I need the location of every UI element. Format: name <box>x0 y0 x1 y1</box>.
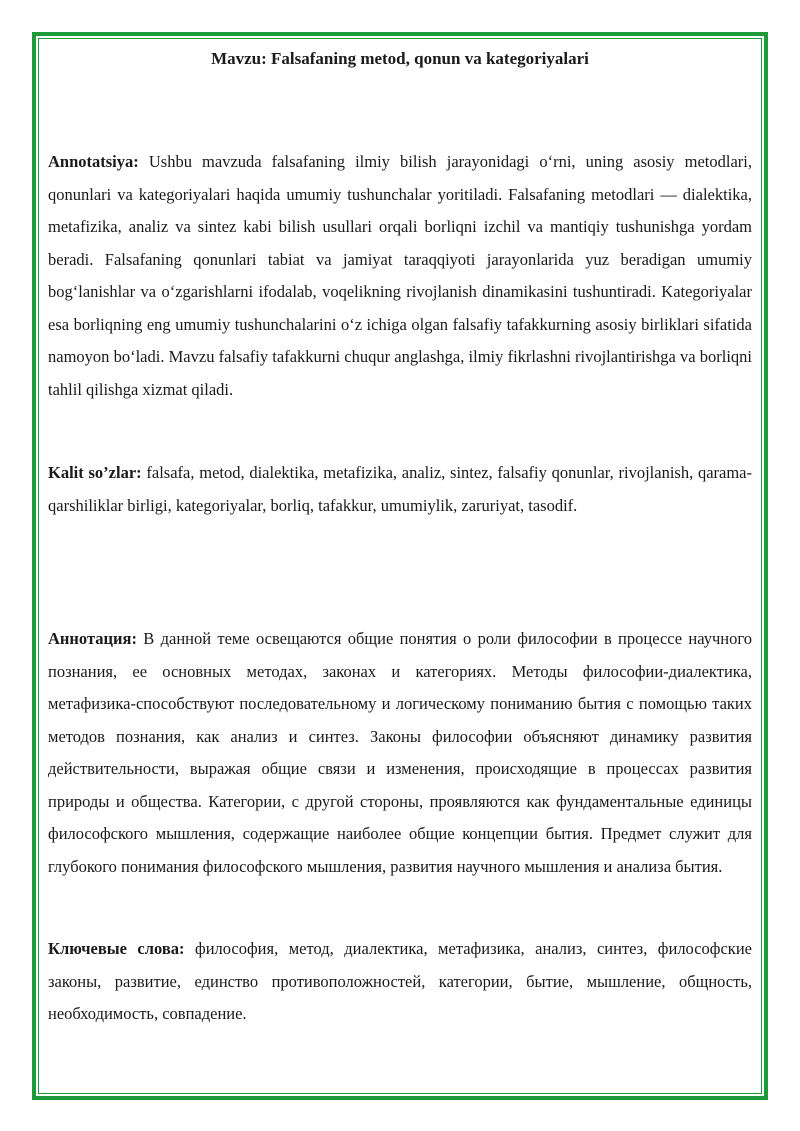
annotation-ru-text: В данной теме освещаются общие понятия о роли философии в процессе научного познания, ее основных методах, законах и категориях. Методы философии-диалектика, метафизика-способствуют последовательному и логическому пониманию бытия с помощью таких методов познания, как анализ и синтез. Законы философии объясняют динамику развития действительности, выражая общие связи и изменения, происходящие в процессах развития природы и общества. Категории, с другой стороны, проявляются как фундаментальные единицы философского мышления, содержащие наиболее общие концепции бытия. Предмет служит для глубокого понимания философского мышления, развития научного мышления и анализа бытия. <box>48 629 752 876</box>
document-title: Mavzu: Falsafaning metod, qonun va kategoriyalari <box>211 49 589 68</box>
annotation-uz-label: Annotatsiya: <box>48 152 139 171</box>
annotation-uz-text: Ushbu mavzuda falsafaning ilmiy bilish jarayonidagi o‘rni, uning asosiy metodlari, qonunlari va kategoriyalari haqida umumiy tushunchalar yoritiladi. Falsafaning metodlari — dialektika, metafizika, analiz va sintez kabi bilish usullari orqali borliqni izchil va mantiqiy tushunishga yordam beradi. Falsafaning qonunlari tabiat va jamiyat taraqqiyoti jarayonlarida yuz beradigan umumiy bog‘lanishlar va o‘zgarishlarni ifodalab, voqelikning rivojlanish dinamikasini tushuntiradi. Kategoriyalar esa borliqning eng umumiy tushunchalarini o‘z ichiga olgan falsafiy tafakkurning asosiy birliklari sifatida namoyon bo‘ladi. Mavzu falsafiy tafakkurni chuqur anglashga, ilmiy fikrlashni rivojlantirishga va borliqni tahlil qilishga xizmat qiladi. <box>48 152 752 399</box>
annotation-ru-paragraph <box>48 623 752 883</box>
annotation-ru-label: Аннотация: <box>48 629 137 648</box>
keywords-ru-paragraph <box>48 933 752 1031</box>
keywords-uz-label: Kalit so’zlar: <box>48 463 142 482</box>
keywords-uz-text: falsafa, metod, dialektika, metafizika, analiz, sintez, falsafiy qonunlar, rivojlanish, qarama-qarshiliklar birligi, kategoriyalar, borliq, tafakkur, umumiylik, zaruriyat, tasodif. <box>48 463 752 515</box>
keywords-uz-paragraph <box>48 457 752 522</box>
annotation-uz-paragraph <box>48 146 752 406</box>
keywords-ru-label: Ключевые слова: <box>48 939 185 958</box>
keywords-ru-text: философия, метод, диалектика, метафизика, анализ, синтез, философские законы, развитие, единство противоположностей, категории, бытие, мышление, общность, необходимость, совпадение. <box>48 939 752 1023</box>
